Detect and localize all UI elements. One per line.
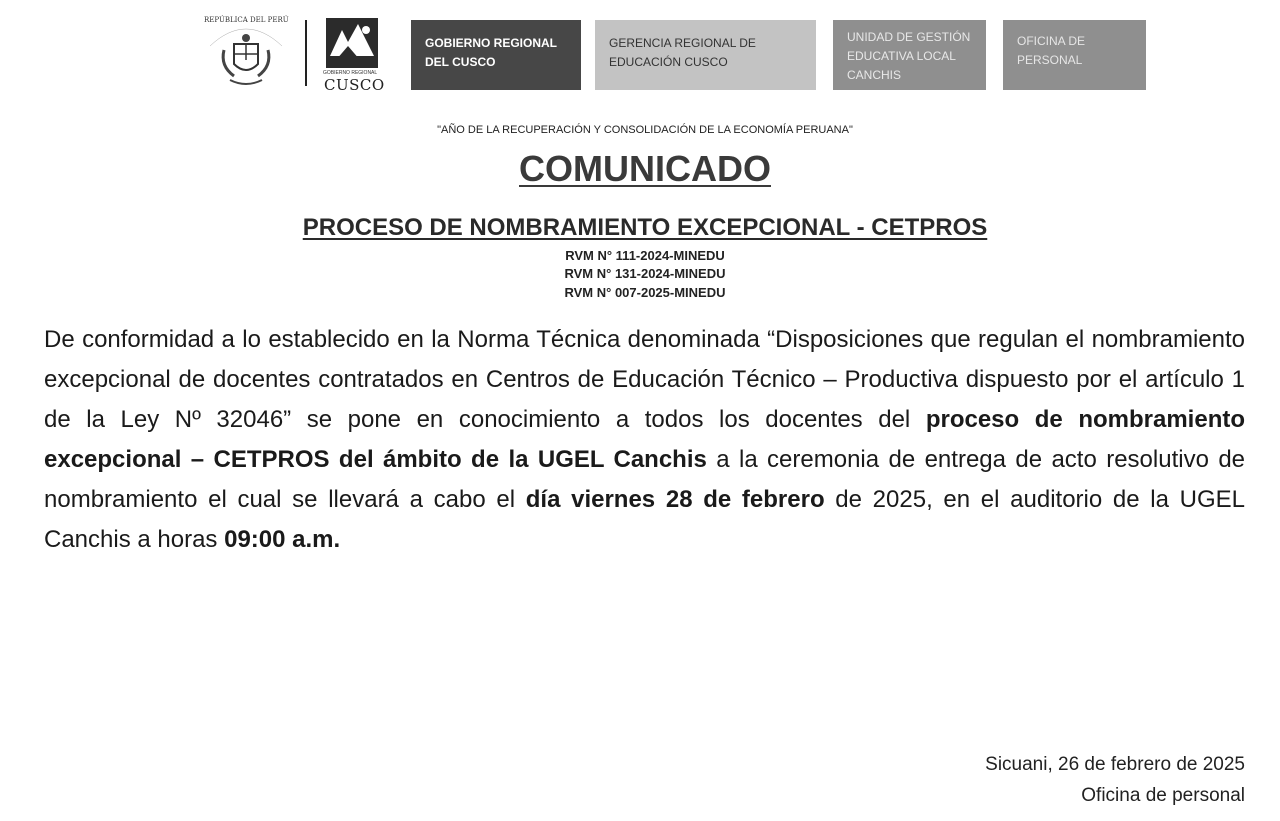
body-bold-run: proceso de nombramiento excepcional – CETPROS del ámbito de la UGEL Canchis (44, 406, 1246, 473)
box-line: CANCHIS (847, 68, 902, 82)
box-line: OFICINA DE (1017, 34, 1086, 48)
body-bold-run: 09:00 a.m. (224, 526, 341, 553)
issuing-office: Oficina de personal (1081, 785, 1245, 806)
box-oficina-personal (1003, 20, 1146, 90)
box-line: UNIDAD DE GESTIÓN (847, 30, 971, 44)
rvm-reference: RVM N° 131-2024-MINEDU (564, 266, 726, 281)
rvm-reference: RVM N° 007-2025-MINEDU (564, 285, 726, 300)
box-line: EDUCACIÓN CUSCO (609, 55, 728, 69)
box-line: GOBIERNO REGIONAL (425, 36, 558, 50)
title-text: COMUNICADO (519, 148, 771, 189)
place-date: Sicuani, 26 de febrero de 2025 (985, 754, 1245, 775)
document-subtitle (0, 214, 1280, 242)
box-line: PERSONAL (1017, 53, 1083, 67)
body-text-run: de 2025, en el auditorio de la UGEL Canchis a horas (44, 486, 1246, 553)
subtitle-text: PROCESO DE NOMBRAMIENTO EXCEPCIONAL - CETPROS (302, 214, 988, 241)
box-gobierno-regional (411, 20, 581, 90)
body-text-run: a la ceremonia de entrega de acto resolutivo de nombramiento el cual se llevará a cabo el (44, 446, 1246, 513)
body-paragraph (44, 320, 1245, 560)
cusco-emblem-icon (318, 16, 386, 72)
year-slogan: "AÑO DE LA RECUPERACIÓN Y CONSOLIDACIÓN DE LA ECONOMÍA PERUANA" (437, 124, 853, 136)
rvm-reference: RVM N° 111-2024-MINEDU (565, 248, 725, 263)
box-line: DEL CUSCO (425, 55, 496, 69)
body-text-run: De conformidad a lo establecido en la Norma Técnica denominada “Disposiciones que regulan el nombramiento excepcional de docentes contratados en Centros de Educación Técnico – Productiva dispuesto por el artículo 1 de la Ley Nº 32046” se pone en conocimiento a todos los docentes del (44, 326, 1245, 433)
peru-coat-of-arms-seal (200, 16, 292, 94)
header-divider (305, 20, 307, 86)
peru-shield-icon (200, 16, 292, 94)
cusco-logo-subtext: GOBIERNO REGIONAL (323, 70, 378, 76)
body-bold-run: día viernes 28 de febrero (525, 486, 825, 513)
box-line: EDUCATIVA LOCAL (847, 49, 956, 63)
cusco-logo-word: CUSCO (324, 76, 385, 94)
box-line: GERENCIA REGIONAL DE (609, 36, 756, 50)
box-ugel-canchis (833, 20, 986, 90)
box-gerencia-regional (595, 20, 816, 90)
seal-caption: REPÚBLICA DEL PERÚ (204, 16, 289, 24)
document-title (0, 148, 1280, 190)
